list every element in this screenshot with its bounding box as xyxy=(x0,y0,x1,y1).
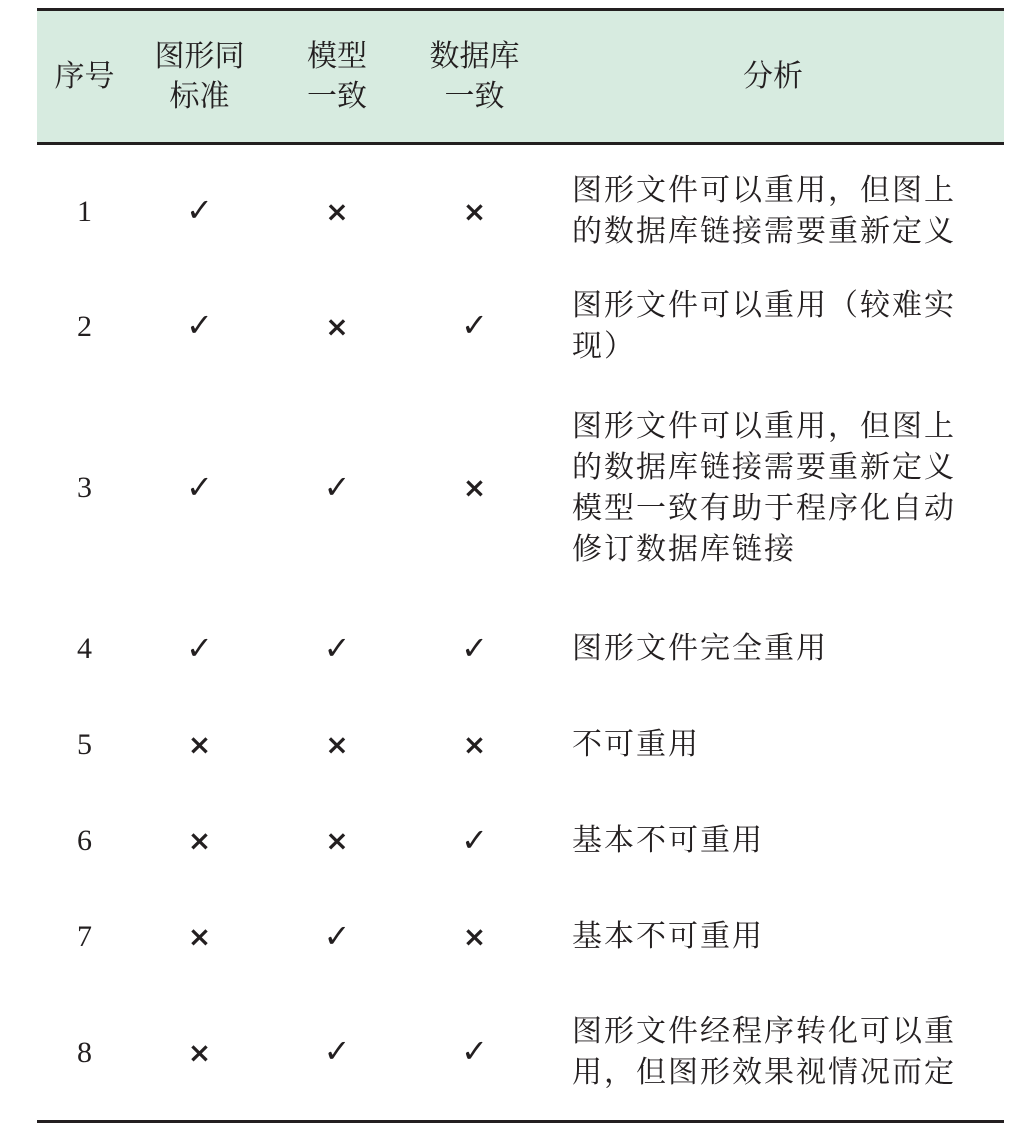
row-index: 5 xyxy=(77,728,92,761)
analysis-line: 图形文件完全重用 xyxy=(572,631,828,666)
header-model-consistent xyxy=(267,10,407,144)
graphic-standard-mark xyxy=(132,793,267,889)
model-consistent-mark xyxy=(267,278,407,375)
header-graphic-standard xyxy=(132,10,267,144)
check-icon: ✓ xyxy=(461,306,488,344)
check-icon: ✓ xyxy=(186,628,213,667)
model-consistent-mark xyxy=(267,889,407,985)
analysis-line: 不可重用 xyxy=(572,727,700,762)
analysis-cell xyxy=(542,601,1004,697)
table-row xyxy=(37,889,1004,985)
check-icon: ✓ xyxy=(323,467,351,506)
analysis-line: 用，但图形效果视情况而定 xyxy=(572,1055,956,1091)
check-icon: ✓ xyxy=(461,628,488,667)
cross-icon: × xyxy=(462,728,487,761)
check-icon: ✓ xyxy=(323,916,351,955)
model-consistent-mark xyxy=(267,985,407,1122)
row-index: 2 xyxy=(77,309,92,343)
model-consistent-mark xyxy=(267,375,407,601)
analysis-line: 图形文件经程序转化可以重 xyxy=(572,1014,956,1050)
check-icon: ✓ xyxy=(186,191,213,230)
cross-icon: × xyxy=(325,194,349,228)
header-row xyxy=(37,10,1004,144)
row-index: 7 xyxy=(77,920,92,953)
database-consistent-mark xyxy=(407,375,542,601)
analysis-cell xyxy=(542,144,1004,278)
cross-icon: × xyxy=(325,824,349,857)
reuse-comparison-table xyxy=(37,8,1004,1123)
analysis-line: 模型一致有助于程序化自动 xyxy=(572,490,956,526)
analysis-cell xyxy=(542,278,1004,375)
database-consistent-mark xyxy=(407,144,542,278)
header-line: 序号 xyxy=(54,58,115,94)
analysis-line: 图形文件可以重用，但图上 xyxy=(572,408,956,444)
analysis-line: 基本不可重用 xyxy=(572,919,764,954)
analysis-line: 的数据库链接需要重新定义 xyxy=(572,214,956,250)
model-consistent-mark xyxy=(267,144,407,278)
database-consistent-mark xyxy=(407,889,542,985)
graphic-standard-mark xyxy=(132,278,267,375)
database-consistent-mark xyxy=(407,278,542,375)
cross-icon: × xyxy=(325,728,349,761)
row-index: 3 xyxy=(77,471,92,504)
row-index: 8 xyxy=(77,1035,92,1069)
analysis-cell xyxy=(542,697,1004,793)
row-index: 1 xyxy=(77,194,92,228)
cross-icon: × xyxy=(462,194,487,228)
header-line: 一致 xyxy=(444,78,505,114)
row-index: 6 xyxy=(77,824,92,857)
header-line: 数据库 xyxy=(429,38,520,74)
header-line: 一致 xyxy=(307,78,367,114)
check-icon: ✓ xyxy=(186,467,213,506)
header-line: 图形同 xyxy=(154,38,245,74)
cross-icon: × xyxy=(325,309,349,343)
check-icon: ✓ xyxy=(461,820,488,859)
table-row xyxy=(37,375,1004,601)
check-icon: ✓ xyxy=(323,1032,351,1071)
cross-icon: × xyxy=(187,824,212,857)
header-line: 标准 xyxy=(169,78,230,114)
analysis-cell xyxy=(542,889,1004,985)
analysis-line: 图形文件可以重用，但图上 xyxy=(572,173,956,209)
table-header xyxy=(37,10,1004,144)
table-body xyxy=(37,144,1004,1122)
table-row xyxy=(37,278,1004,375)
database-consistent-mark xyxy=(407,793,542,889)
analysis-cell xyxy=(542,985,1004,1122)
table-row xyxy=(37,697,1004,793)
cross-icon: × xyxy=(462,920,487,953)
graphic-standard-mark xyxy=(132,889,267,985)
analysis-line: 修订数据库链接 xyxy=(572,531,796,567)
table-row xyxy=(37,985,1004,1122)
analysis-cell xyxy=(542,375,1004,601)
graphic-standard-mark xyxy=(132,601,267,697)
database-consistent-mark xyxy=(407,985,542,1122)
analysis-line: 基本不可重用 xyxy=(572,823,764,858)
header-analysis xyxy=(542,10,1004,144)
check-icon: ✓ xyxy=(323,628,351,667)
table-row xyxy=(37,793,1004,889)
model-consistent-mark xyxy=(267,697,407,793)
check-icon: ✓ xyxy=(186,306,213,344)
header-index xyxy=(37,10,132,144)
comparison-table-wrap xyxy=(37,8,1004,1123)
analysis-cell xyxy=(542,793,1004,889)
analysis-line: 的数据库链接需要重新定义 xyxy=(572,449,956,485)
header-line: 模型 xyxy=(307,38,367,74)
header-database-consistent xyxy=(407,10,542,144)
header-line: 分析 xyxy=(743,58,803,94)
analysis-line: 图形文件可以重用（较难实现） xyxy=(572,288,956,364)
database-consistent-mark xyxy=(407,601,542,697)
cross-icon: × xyxy=(187,728,212,761)
graphic-standard-mark xyxy=(132,375,267,601)
row-index: 4 xyxy=(77,632,92,665)
model-consistent-mark xyxy=(267,601,407,697)
graphic-standard-mark xyxy=(132,697,267,793)
graphic-standard-mark xyxy=(132,985,267,1122)
graphic-standard-mark xyxy=(132,144,267,278)
cross-icon: × xyxy=(187,1035,212,1069)
table-row xyxy=(37,601,1004,697)
cross-icon: × xyxy=(462,471,487,504)
check-icon: ✓ xyxy=(461,1032,488,1071)
model-consistent-mark xyxy=(267,793,407,889)
database-consistent-mark xyxy=(407,697,542,793)
cross-icon: × xyxy=(187,920,212,953)
table-row xyxy=(37,144,1004,278)
